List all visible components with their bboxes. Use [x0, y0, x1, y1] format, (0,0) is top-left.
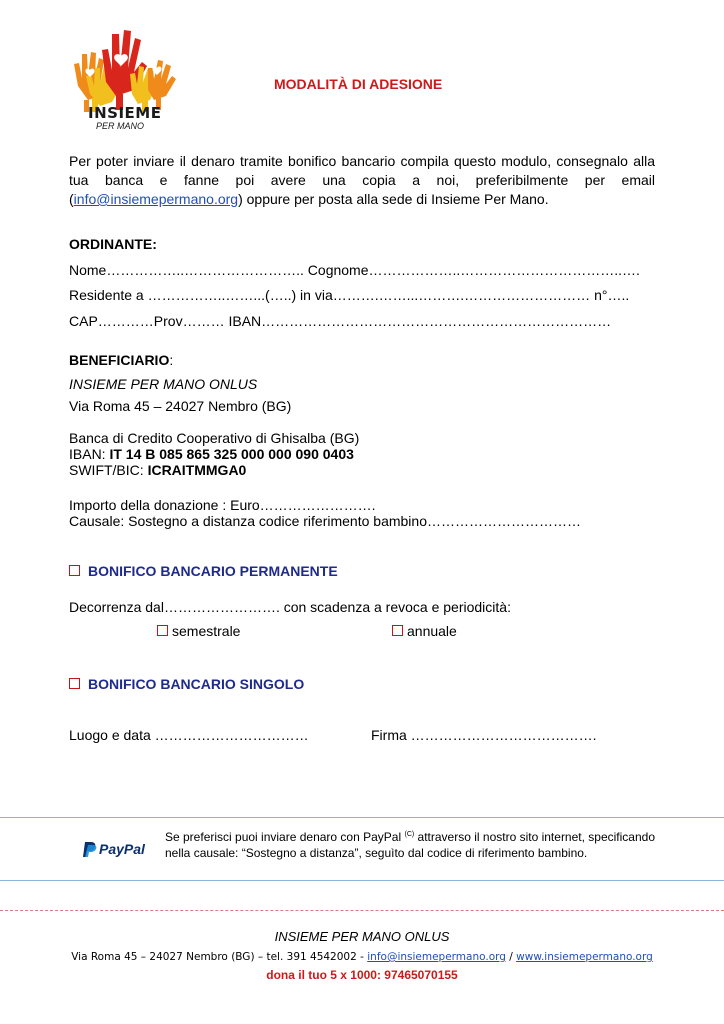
- intro-text-before: Per poter inviare il denaro tramite bonifico bancario compila questo modulo, consegnalo alla tua banca e fanne poi avere una copia a noi, preferibilmente per email (: [69, 153, 655, 207]
- paypal-top-rule: [0, 817, 724, 818]
- ordinante-address-line[interactable]: Residente a ……………..……...(…..) in via……….……...……….……………………… n°…..: [69, 287, 630, 303]
- paypal-logo-text: PayPal: [99, 841, 145, 857]
- beneficiario-iban-row: [69, 446, 354, 462]
- footer-website-link[interactable]: www.insiemepermano.org: [516, 951, 653, 963]
- footer-separator: /: [505, 951, 517, 963]
- beneficiario-heading-row: [69, 352, 173, 368]
- checkbox-annuale[interactable]: [392, 625, 403, 636]
- firma-line[interactable]: Firma ………………………………….: [371, 727, 597, 743]
- singolo-option[interactable]: [69, 676, 304, 692]
- swift-label: SWIFT/BIC:: [69, 462, 148, 478]
- logo-text-per-mano: PER MANO: [96, 121, 145, 131]
- iban-label: IBAN:: [69, 446, 110, 462]
- insieme-per-mano-logo: [66, 24, 181, 134]
- paypal-text-after: attraverso il nostro sito internet, specificando nella causale: “Sostegno a distanza”, seguìto dal codice di riferimento bambino.: [165, 830, 655, 860]
- paypal-info-text: [165, 827, 655, 861]
- permanente-option[interactable]: [69, 563, 338, 579]
- paypal-text-before: Se preferisci puoi inviare denaro con PayPal: [165, 830, 405, 844]
- paypal-bottom-rule: [0, 880, 724, 881]
- beneficiario-swift-row: [69, 462, 246, 478]
- ordinante-heading: ORDINANTE:: [69, 236, 157, 252]
- footer-dashed-rule: [0, 910, 724, 911]
- logo-text-insieme: INSIEME: [88, 104, 162, 122]
- semestrale-label: semestrale: [172, 623, 241, 639]
- causale-line[interactable]: Causale: Sostegno a distanza codice riferimento bambino……………………………: [69, 513, 581, 529]
- beneficiario-heading: BENEFICIARIO: [69, 352, 170, 368]
- checkbox-singolo[interactable]: [69, 678, 80, 689]
- decorrenza-line[interactable]: Decorrenza dal……………………. con scadenza a revoca e periodicità:: [69, 599, 511, 615]
- footer-address-text: Via Roma 45 – 24027 Nembro (BG) – tel. 391 4542002 -: [71, 951, 368, 963]
- footer-email-link[interactable]: info@insiemepermano.org: [367, 951, 506, 963]
- beneficiario-name: INSIEME PER MANO ONLUS: [69, 376, 258, 392]
- luogo-data-line[interactable]: Luogo e data ……………………………: [69, 727, 309, 743]
- swift-value: ICRAITMMGA0: [147, 462, 247, 478]
- paypal-logo: [82, 840, 152, 863]
- paypal-sup: (C): [404, 831, 415, 838]
- beneficiario-colon: :: [169, 352, 174, 368]
- intro-text-after: ) oppure per posta alla sede di Insieme Per Mano.: [238, 191, 549, 207]
- semestrale-option[interactable]: [157, 623, 240, 639]
- iban-value: IT 14 B 085 865 325 000 000 090 0403: [109, 446, 354, 462]
- annuale-label: annuale: [407, 623, 457, 639]
- checkbox-permanente[interactable]: [69, 565, 80, 576]
- importo-line[interactable]: Importo della donazione : Euro…………………….: [69, 497, 376, 513]
- ordinante-cap-iban-line[interactable]: CAP…………Prov……… IBAN…………………………………………………………………: [69, 313, 612, 329]
- footer-five-per-thousand: dona il tuo 5 x 1000: 97465070155: [266, 968, 458, 982]
- footer-address: [0, 951, 724, 963]
- ordinante-name-line[interactable]: Nome……………..…………………….. Cognome………………..……………………………..….: [69, 262, 640, 278]
- page-title: MODALITÀ DI ADESIONE: [274, 76, 443, 92]
- footer-org-name: INSIEME PER MANO ONLUS: [274, 929, 450, 944]
- intro-paragraph: [69, 152, 655, 209]
- checkbox-semestrale[interactable]: [157, 625, 168, 636]
- annuale-option[interactable]: [392, 623, 457, 639]
- singolo-heading: BONIFICO BANCARIO SINGOLO: [88, 676, 305, 692]
- beneficiario-address: Via Roma 45 – 24027 Nembro (BG): [69, 398, 292, 414]
- intro-email-link[interactable]: info@insiemepermano.org: [73, 191, 239, 207]
- beneficiario-bank: Banca di Credito Cooperativo di Ghisalba (BG): [69, 430, 360, 446]
- permanente-heading: BONIFICO BANCARIO PERMANENTE: [88, 563, 338, 579]
